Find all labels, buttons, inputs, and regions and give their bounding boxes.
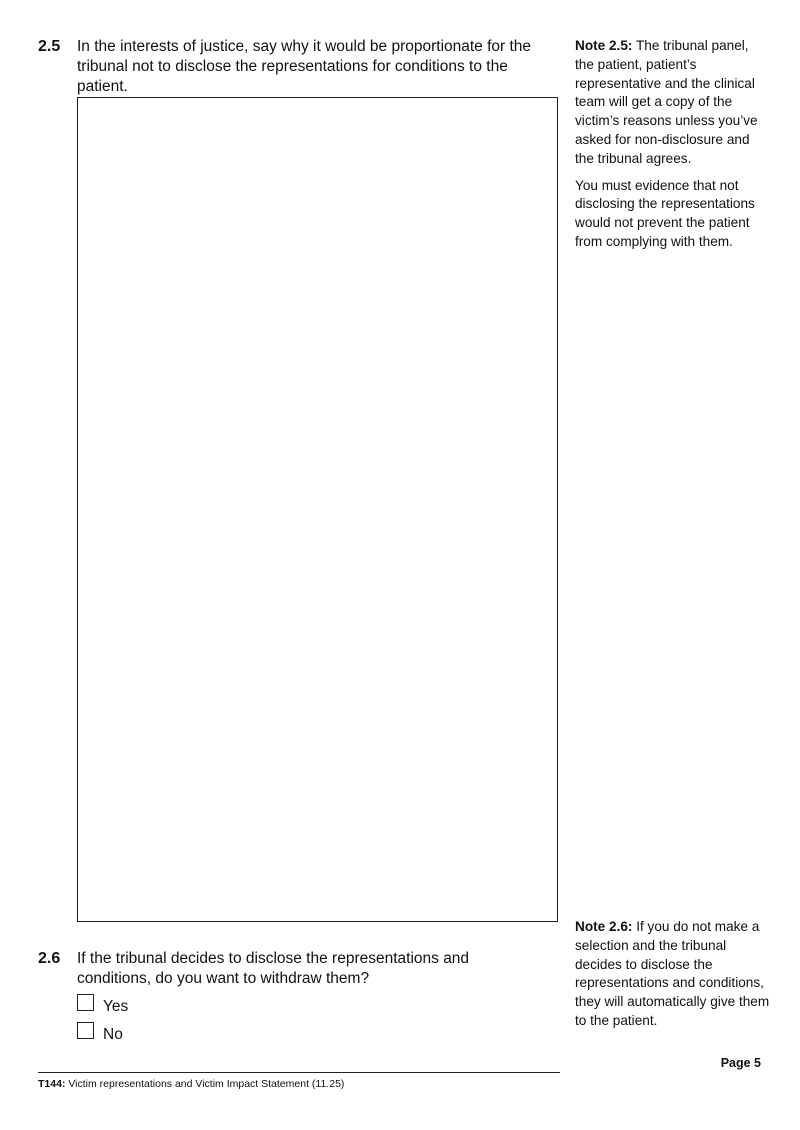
option-no-label: No [103, 1026, 123, 1043]
footer [38, 1078, 344, 1090]
note-2-5-text: The tribunal panel, the patient, patient’s representative and the clinical team will get a copy of the victim’s reasons unless you’ve asked for non-disclosure and the tribunal agrees. [575, 38, 758, 166]
note-2-6-label: Note 2.6: [575, 919, 633, 934]
checkbox-yes[interactable] [77, 994, 94, 1011]
footer-form-code: T144: [38, 1078, 66, 1090]
footer-title: Victim representations and Victim Impact Statement (11.25) [65, 1078, 345, 1090]
answer-textbox-2-5[interactable] [77, 97, 558, 922]
question-text-2-6: If the tribunal decides to disclose the representations and conditions, do you want to withdraw them? [77, 950, 470, 987]
option-no[interactable] [77, 1020, 123, 1043]
note-2-5-para-1 [575, 37, 770, 169]
note-2-6-text: If you do not make a selection and the tribunal decides to disclose the representations and conditions, they will automatically give them to the patient. [575, 919, 770, 1028]
option-yes[interactable] [77, 992, 129, 1015]
question-number-2-5: 2.5 [38, 38, 61, 55]
note-2-6-para [575, 918, 770, 1031]
page-number: Page 5 [720, 1056, 761, 1070]
question-number-2-6: 2.6 [38, 950, 61, 967]
footer-divider [38, 1072, 560, 1073]
option-yes-label: Yes [103, 998, 129, 1015]
note-2-5-label: Note 2.5: [575, 38, 633, 53]
question-text-2-5: In the interests of justice, say why it would be proportionate for the tribunal not to disclose the representations for conditions to the patient. [77, 38, 532, 95]
note-2-5-para-2: You must evidence that not disclosing the representations would not prevent the patient from complying with them. [575, 177, 755, 249]
checkbox-no[interactable] [77, 1022, 94, 1039]
note-2-5 [575, 37, 770, 260]
note-2-6 [575, 918, 770, 1039]
